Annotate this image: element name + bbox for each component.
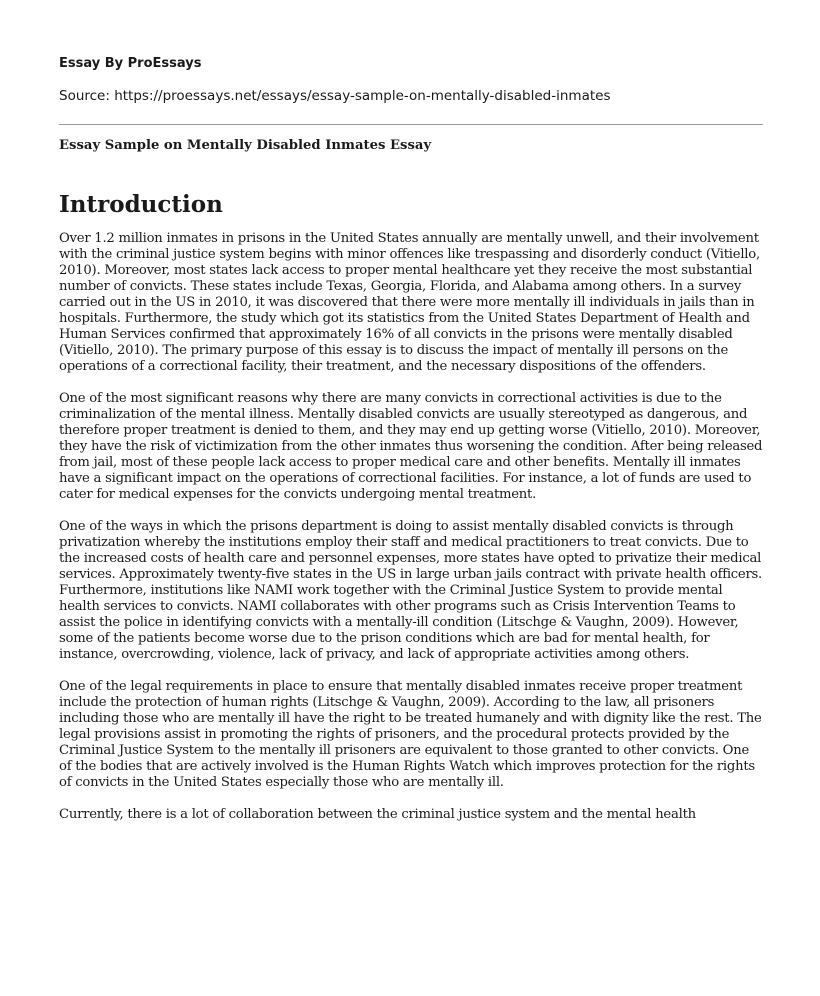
essay-byline: Essay By ProEssays — [59, 56, 202, 71]
section-heading: Introduction — [59, 191, 223, 218]
paragraph: Over 1.2 million inmates in prisons in the United States annually are mentally unwell, and their involvement with the criminal justice system begins with minor offences like trespassing and disorderly conduct (Vitiello, 2010). Moreover, most states lack access to proper mental healthcare yet they receive the most substantial number of convicts. These states include Texas, Georgia, Florida, and Alabama among others. In a survey carried out in the US in 2010, it was discovered that there were more mentally ill individuals in jails than in hospitals. Furthermore, the study which got its statistics from the United States Department of Health and Human Services confirmed that approximately 16% of all convicts in the prisons were mentally disabled (Vitiello, 2010). The primary purpose of this essay is to discuss the impact of mentally ill persons on the operations of a correctional facility, their treatment, and the necessary dispositions of the offenders. — [59, 231, 760, 374]
paragraph: One of the most significant reasons why there are many convicts in correctional activities is due to the criminalization of the mental illness. Mentally disabled convicts are usually stereotyped as dangerous, and therefore proper treatment is denied to them, and they may end up getting worse (Vitiello, 2010). Moreover, they have the risk of victimization from the other inmates thus worsening the condition. After being released from jail, most of these people lack access to proper medical care and other benefits. Mentally ill inmates have a significant impact on the operations of correctional facilities. For instance, a lot of funds are used to cater for medical expenses for the convicts undergoing mental treatment. — [59, 391, 763, 502]
essay-body — [59, 231, 763, 823]
paragraph: Currently, there is a lot of collaboration between the criminal justice system and the mental health — [59, 807, 696, 822]
essay-title: Essay Sample on Mentally Disabled Inmates Essay — [59, 138, 432, 153]
source-line: Source: https://proessays.net/essays/essay-sample-on-mentally-disabled-inmates — [59, 88, 611, 104]
essay-page — [59, 0, 763, 839]
paragraph: One of the ways in which the prisons department is doing to assist mentally disabled convicts is through privatization whereby the institutions employ their staff and medical practitioners to treat convicts. Due to the increased costs of health care and personnel expenses, more states have opted to privatize their medical services. Approximately twenty-five states in the US in large urban jails contract with private health officers. Furthermore, institutions like NAMI work together with the Criminal Justice System to provide mental health services to convicts. NAMI collaborates with other programs such as Crisis Intervention Teams to assist the police in identifying convicts with a mentally-ill condition (Litschge & Vaughn, 2009). However, some of the patients become worse due to the prison conditions which are bad for mental health, for instance, overcrowding, violence, lack of privacy, and lack of appropriate activities among others. — [59, 519, 762, 662]
paragraph: One of the legal requirements in place to ensure that mentally disabled inmates receive proper treatment include the protection of human rights (Litschge & Vaughn, 2009). According to the law, all prisoners including those who are mentally ill have the right to be treated humanely and with dignity like the rest. The legal provisions assist in promoting the rights of prisoners, and the procedural protects provided by the Criminal Justice System to the mentally ill prisoners are equivalent to those granted to other convicts. One of the bodies that are actively involved is the Human Rights Watch which improves protection for the rights of convicts in the United States especially those who are mentally ill. — [59, 679, 762, 790]
